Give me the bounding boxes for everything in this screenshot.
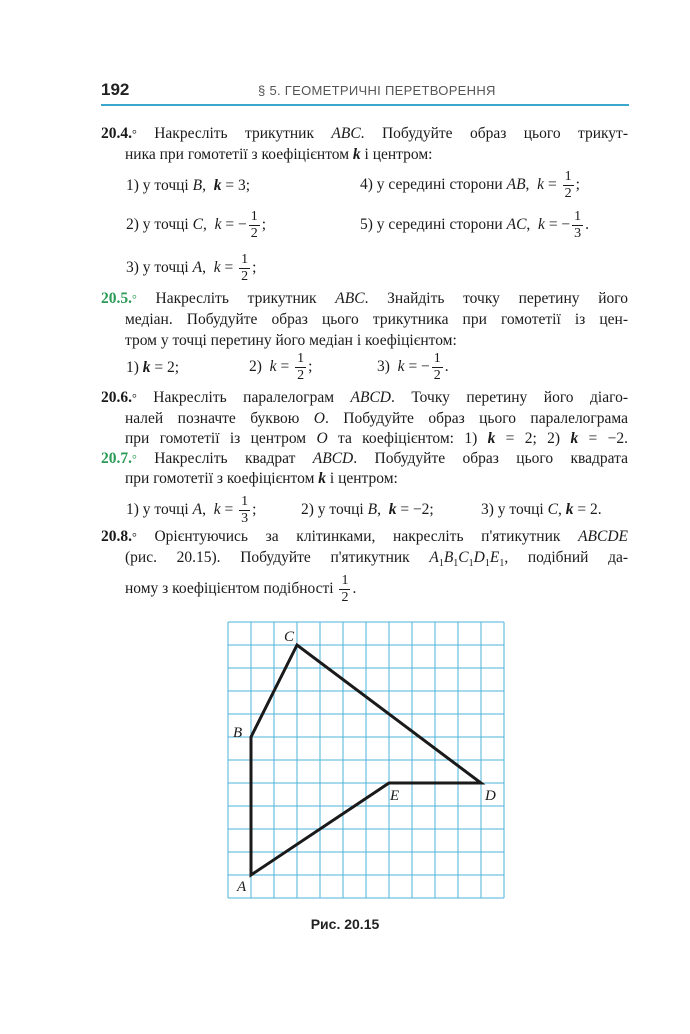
- problem-20-4-item5: 5) у середині сторони AC, k = − $\frac{1}{3}$ .: [360, 208, 590, 241]
- point-labels: [233, 629, 496, 895]
- problem-20-5-line3: тром у точці перетину його медіан і коефіцієнтом:: [125, 332, 457, 349]
- problem-20-8-line1: 20.8.° Орієнтуючись за клітинками, накресліть п'ятикутник ABCDE: [101, 528, 628, 545]
- problem-20-5-item1: 1) k = 2;: [126, 359, 180, 376]
- problem-20-7-line2: при гомотетії з коефіцієнтом k і центром:: [125, 470, 398, 487]
- problem-20-4-item2: 2) у точці C, k = − $\frac{1}{2}$ ;: [126, 208, 267, 241]
- problem-20-6-line1: 20.6.° Накресліть паралелограм ABCD. Точку перетину його діаго-: [101, 389, 629, 406]
- grid: [228, 622, 504, 898]
- problem-20-8-line2: (рис. 20.15). Побудуйте п'ятикутник $A_1B_1C_1D_1E_1$, подібний да-: [125, 549, 628, 570]
- point-label-c: C: [284, 629, 295, 645]
- problem-20-4-item1: 1) у точці B, k = 3;: [126, 177, 251, 194]
- problem-20-5-line2: медіан. Побудуйте образ цього трикутника при гомотетії із цен-: [125, 311, 628, 328]
- point-label-b: B: [233, 725, 243, 741]
- pentagon-grid-figure: [220, 615, 520, 905]
- page-number: 192: [101, 80, 130, 99]
- problem-20-7-item3: 3) у точці C, k = 2.: [481, 501, 602, 518]
- point-label-d: D: [485, 788, 496, 804]
- section-title: § 5. ГЕОМЕТРИЧНІ ПЕРЕТВОРЕННЯ: [258, 83, 496, 98]
- problem-20-8-line3: ному з коефіцієнтом подібності $\frac{1}{2}$ .: [125, 572, 357, 605]
- problem-20-7-item2: 2) у точці B, k = −2;: [301, 501, 434, 518]
- problem-20-4-line1: 20.4.° Накресліть трикутник ABC. Побудуйте образ цього трикут-: [101, 125, 628, 142]
- problem-20-4-item4: 4) у середині сторони AB, k = $\frac{1}{2}$ ;: [360, 168, 580, 201]
- problem-20-7-item1: 1) у точці A, k = $\frac{1}{3}$ ;: [126, 493, 257, 526]
- header-rule: [101, 104, 629, 106]
- figure-caption: Рис. 20.15: [310, 916, 380, 932]
- problem-20-4-item3: 3) у точці A, k = $\frac{1}{2}$ ;: [126, 251, 257, 284]
- problem-20-5-item3: 3) k = − $\frac{1}{2}$ .: [377, 350, 449, 383]
- problem-20-4-line2: ника при гомотетії з коефіцієнтом k і центром:: [125, 146, 433, 163]
- problem-20-7-line1: 20.7.° Накресліть квадрат ABCD. Побудуйте образ цього квадрата: [101, 450, 628, 467]
- problem-20-6-line3: при гомотетії із центром O та коефіцієнтом: 1) k = 2; 2) k = −2.: [125, 430, 628, 447]
- point-label-e: E: [390, 788, 400, 804]
- point-label-a: A: [237, 879, 247, 895]
- problem-20-5-line1: 20.5.° Накресліть трикутник ABC. Знайдіть точку перетину його: [101, 290, 628, 307]
- problem-20-6-line2: налей позначте буквою O. Побудуйте образ цього паралелограма: [125, 410, 629, 427]
- problem-20-5-item2: 2) k = $\frac{1}{2}$ ;: [249, 350, 313, 383]
